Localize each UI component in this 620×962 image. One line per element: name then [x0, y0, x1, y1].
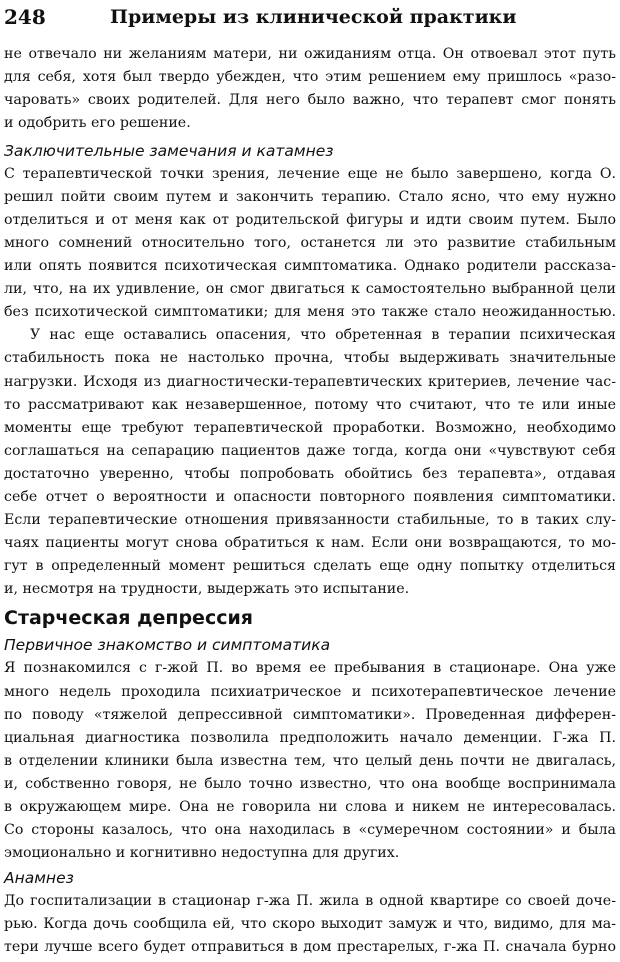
text-line: ли, что, на их удивление, он смог двигаться к самостоятельно выбранной цели: [4, 281, 616, 298]
text-line: С терапевтической точки зрения, лечение еще не было завершено, когда О.: [4, 165, 616, 182]
text-line: Со стороны казалось, что она находилась в «сумеречном состоянии» и была: [4, 821, 616, 838]
text-line: рью. Когда дочь сообщила ей, что скоро выходит замуж и что, видимо, для ма-: [4, 915, 616, 932]
text-line: много недель проходила психиатрическое и психотерапевтическое лечение: [4, 683, 616, 700]
text-line: эмоционально и когнитивно недоступна для других.: [4, 844, 400, 861]
text-line: Я познакомился с г-жой П. во время ее пребывания в стационаре. Она уже: [4, 660, 616, 677]
running-head: [4, 2, 616, 34]
text-line: и одобрить его решение.: [4, 115, 191, 132]
text-line: не отвечало ни желаниям матери, ни ожиданиям отца. Он отвоевал этот путь: [4, 46, 616, 62]
text-line: для себя, хотя был твердо убежден, что этим решением ему пришлось «разо-: [4, 69, 616, 86]
text-line: по поводу «тяжелой депрессивной симптоматики». Проведенная дифферен-: [4, 706, 616, 723]
text-line: решил пойти своим путем и закончить терапию. Стало ясно, что ему нужно: [4, 189, 616, 205]
text-line: без психотической симптоматики; для меня это также стало неожиданностью.: [4, 304, 616, 321]
text-line: или опять появится психотическая симптоматика. Однако родители рассказа-: [4, 258, 616, 275]
text-line: чаях пациенты могут снова обратиться к нам. Если они возвращаются, то мо-: [4, 534, 616, 551]
text-line: У нас еще оставались опасения, что обретенная в терапии психическая: [30, 327, 616, 344]
text-line: достаточно уверенно, чтобы попробовать обойтись без терапевта», отдавая: [4, 465, 616, 482]
section-title: Старческая депрессия: [4, 606, 253, 629]
text-line: До госпитализации в стационар г-жа П. жила в одной квартире со своей доче-: [4, 892, 616, 909]
text-line: отделиться и от меня как от родительской фигуры и идти своим путем. Было: [4, 212, 616, 229]
text-line: в окружающем мире. Она не говорила ни слова и никем не интересовалась.: [4, 798, 616, 815]
running-head-title: Примеры из клинической практики: [110, 6, 517, 28]
subheading-first-contact: Первичное знакомство и симптоматика: [4, 636, 331, 655]
text-line: циальная диагностика позволила предположить начало деменции. Г-жа П.: [4, 729, 616, 746]
text-line: соглашаться на сепарацию пациентов даже тогда, когда они «чувствуют себя: [4, 442, 616, 459]
text-line: моменты еще требуют терапевтической проработки. Возможно, необходимо: [4, 419, 616, 436]
text-line: себе отчет о вероятности и опасности повторного появления симптоматики.: [4, 488, 616, 505]
text-line: Если терапевтические отношения привязанности стабильные, то в таких слу-: [4, 511, 616, 528]
subheading-anamnesis: Анамнез: [4, 868, 74, 887]
text-line: гут в определенный момент решиться сделать еще одну попытку отделиться: [4, 558, 616, 574]
text-line: и, собственно говоря, не было точно известно, что она вообще воспринимала: [4, 775, 616, 792]
text-line: то рассматривают как незавершенное, потому что считают, что те или иные: [4, 396, 616, 413]
text-line: в отделении клиники была известна тем, что целый день почти не двигалась,: [4, 752, 616, 769]
text-line: много сомнений относительно того, останется ли это развитие стабильным: [4, 235, 616, 252]
text-line: и, несмотря на трудности, выдержать это испытание.: [4, 581, 410, 598]
subheading-conclusion: Заключительные замечания и катамнез: [4, 141, 334, 160]
text-line: чаровать» своих родителей. Для него было важно, что терапевт смог понять: [4, 92, 616, 109]
page-number: 248: [4, 5, 46, 29]
text-line: тери лучше всего будет отправиться в дом престарелых, г-жа П. сначала бурно: [4, 939, 616, 955]
text-line: нагрузки. Исходя из диагностически-терапевтических критериев, лечение час-: [4, 373, 616, 390]
text-line: стабильность пока не настолько прочна, чтобы выдерживать значительные: [4, 350, 616, 367]
